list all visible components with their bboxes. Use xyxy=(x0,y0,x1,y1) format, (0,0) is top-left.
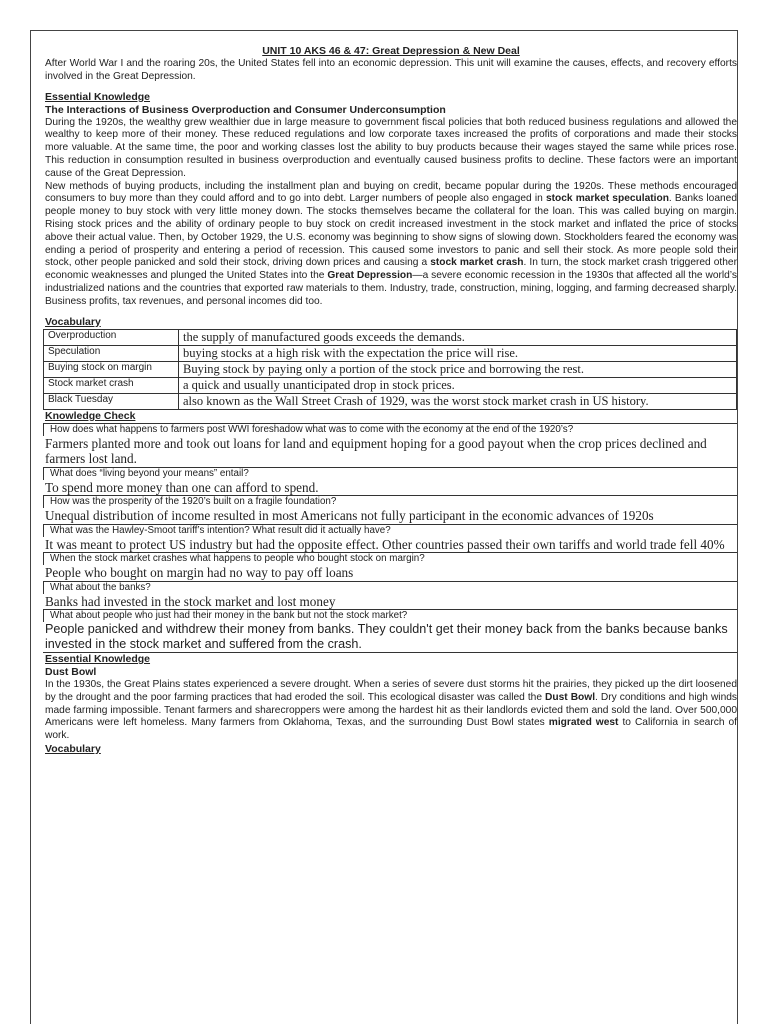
section-heading: Essential Knowledge xyxy=(45,653,151,666)
key-term: Great Depression xyxy=(327,270,413,282)
key-term: stock market speculation xyxy=(545,193,669,205)
key-term: Dust Bowl xyxy=(545,691,596,703)
vocab-definition: the supply of manufactured goods exceeds the demands. xyxy=(179,329,737,345)
vocab-definition: buying stocks at a high risk with the expectation the price will rise. xyxy=(179,345,737,361)
vocab-definition: a quick and usually unanticipated drop in stock prices. xyxy=(179,377,737,393)
vocabulary-heading: Vocabulary xyxy=(45,315,101,328)
answer-field[interactable]: People panicked and withdrew their money from banks. They couldn't get their money back from the banks because banks invested in the stock market and suffered from the crash. xyxy=(45,622,728,652)
question: When the stock market crashes what happens to people who bought stock on margin? xyxy=(43,552,738,565)
table-row xyxy=(44,345,737,361)
answer-field[interactable]: Farmers planted more and took out loans for land and equipment hoping for a good payout when the crop prices declined and farmers lost land. xyxy=(45,435,707,467)
document-content xyxy=(45,45,737,756)
table-row xyxy=(44,361,737,377)
knowledge-check-heading: Knowledge Check xyxy=(45,409,136,422)
body-paragraph: In the 1930s, the Great Plains states experienced a severe drought. When a series of severe dust storms hit the prairies, they picked up the dirt loosened by the drought and the poor farming practices that had eroded the soil. This ecological disaster was called the Dust Bowl. Dry conditions and high winds made farming impossible. Tenant farmers and sharecroppers were among the hardest hit as their landlords evicted them and sold the land. Over 500,000 Americans were left homeless. Many farmers from Oklahoma, Texas, and the surrounding Dust Bowl states migrated west to California in search of work. xyxy=(45,679,737,742)
key-term: migrated west xyxy=(548,717,619,729)
question: What about people who just had their money in the bank but not the stock market? xyxy=(43,609,738,622)
vocab-term: Black Tuesday xyxy=(44,393,179,409)
section-subheading: The Interactions of Business Overproduction and Consumer Underconsumption xyxy=(45,103,446,116)
answer-field[interactable]: Unequal distribution of income resulted in most Americans not fully participant in the economic advances of 1920s xyxy=(45,508,654,524)
intro-paragraph: After World War I and the roaring 20s, the United States fell into an economic depression. This unit will examine the causes, effects, and recovery efforts involved in the Great Depression. xyxy=(45,58,737,82)
vocab-term: Stock market crash xyxy=(44,377,179,393)
section-subheading: Dust Bowl xyxy=(45,666,97,679)
table-row xyxy=(44,393,737,409)
question: How does what happens to farmers post WWI foreshadow what was to come with the economy at the end of the 1920’s? xyxy=(43,423,738,436)
body-paragraph: During the 1920s, the wealthy grew wealthier due in large measure to government fiscal policies that both reduced business regulations and allowed the wealthy to keep more of their money. These reduced regulations and low corporate taxes increased the profits of corporations and made their stocks more valuable. At the same time, the poor and working classes lost the ability to buy products because their wages stayed the same while prices rose. This reduction in consumption resulted in business overproduction and eventually caused business profits to decline. These factors were an important cause of the Great Depression. xyxy=(45,116,737,179)
answer-field[interactable]: People who bought on margin had no way to pay off loans xyxy=(45,565,354,581)
question: What about the banks? xyxy=(43,581,738,594)
vocab-definition: Buying stock by paying only a portion of the stock price and borrowing the rest. xyxy=(179,361,737,377)
vocab-term: Buying stock on margin xyxy=(44,361,179,377)
section-heading: Essential Knowledge xyxy=(45,90,151,103)
answer-field[interactable]: Banks had invested in the stock market and lost money xyxy=(45,593,336,609)
question: What was the Hawley-Smoot tariff’s intention? What result did it actually have? xyxy=(43,524,738,537)
body-paragraph: New methods of buying products, including the installment plan and buying on credit, became popular during the 1920s. These methods encouraged consumers to buy more than they could afford and to go into debt. Larger numbers of people also engaged in stock market speculation. Banks loaned people money to buy stock with very little money down. The stocks themselves became the collateral for the loan. This was called buying on margin. Rising stock prices and the ability of ordinary people to buy stock on credit increased investment in the stock market and inflated the price of stocks above their actual value. Then, by October 1929, the U.S. economy was beginning to show signs of slowing down. Stockholders feared the economy was ending a period of prosperity and entering a period of recession. This caused some investors to panic and sell their stock. As more people sold their stock, other people panicked and sold their stock, driving down prices and causing a stock market crash. In turn, the stock market crash triggered other economic weaknesses and plunged the United States into the Great Depression—a severe economic recession in the 1930s that affected all the world’s industrialized nations and the countries that exported raw materials to them. Industry, trade, construction, mining, logging, and farming decreased sharply. Business profits, tax revenues, and personal incomes did too. xyxy=(45,180,737,307)
page-title: UNIT 10 AKS 46 & 47: Great Depression & New Deal xyxy=(262,45,520,57)
vocabulary-table xyxy=(43,329,737,410)
question: What does “living beyond your means” entail? xyxy=(43,467,738,480)
answer-field[interactable]: It was meant to protect US industry but had the opposite effect. Other countries passed their own tariffs and world trade fell 40% xyxy=(45,536,725,552)
answer-field[interactable]: To spend more money than one can afford to spend. xyxy=(45,479,319,495)
vocab-definition: also known as the Wall Street Crash of 1929, was the worst stock market crash in US history. xyxy=(179,393,737,409)
vocab-term: Speculation xyxy=(44,345,179,361)
key-term: stock market crash xyxy=(430,257,524,269)
table-row xyxy=(44,377,737,393)
vocabulary-heading: Vocabulary xyxy=(45,743,101,756)
table-row xyxy=(44,329,737,345)
question: How was the prosperity of the 1920’s built on a fragile foundation? xyxy=(43,495,738,508)
document-page xyxy=(30,30,738,1024)
vocab-term: Overproduction xyxy=(44,329,179,345)
